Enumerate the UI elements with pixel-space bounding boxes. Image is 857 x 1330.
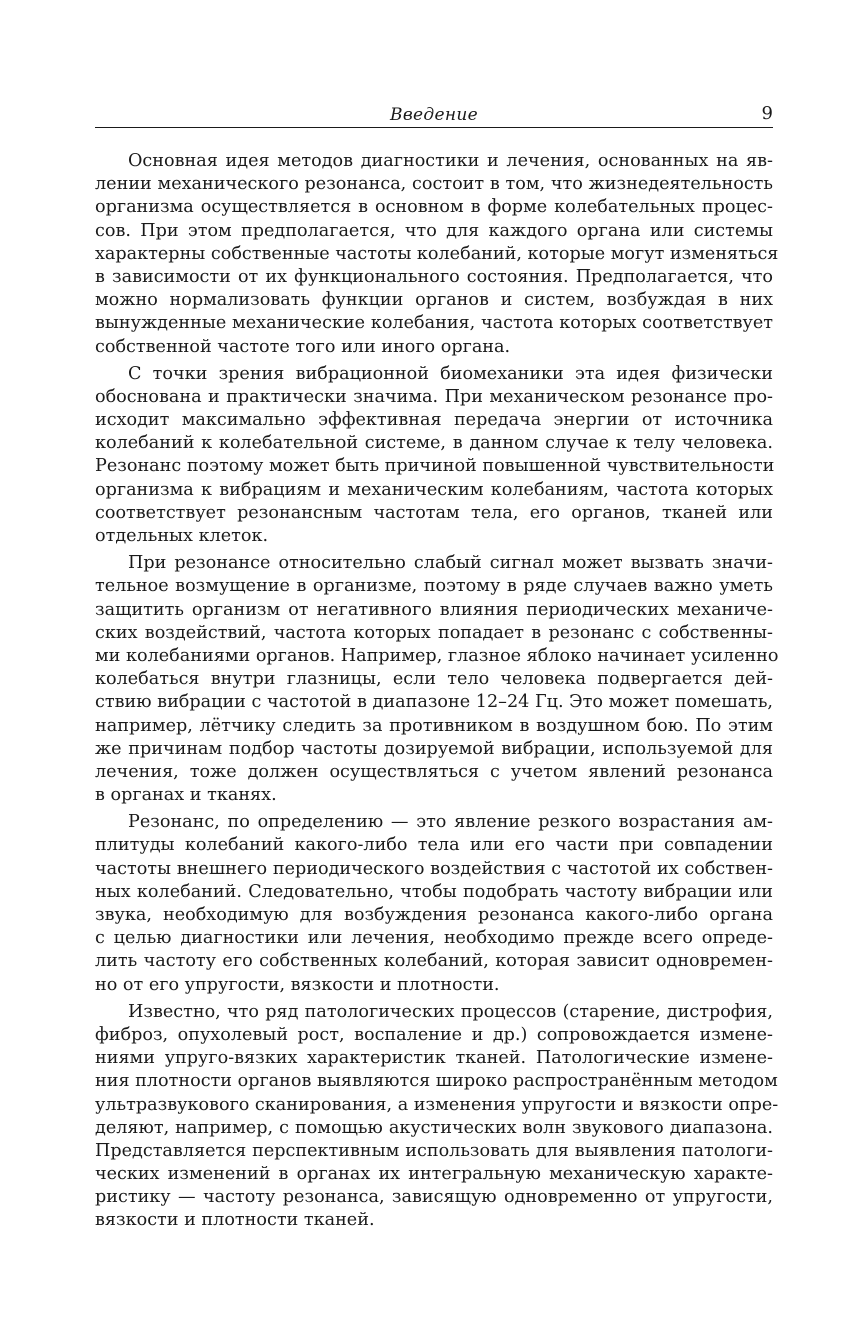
text-line: лечения, тоже должен осуществляться с учетом явлений резонанса: [95, 761, 773, 782]
text-line: ми колебаниями органов. Например, глазное яблоко начинает усиленно: [95, 645, 779, 666]
text-line: с целью диагностики или лечения, необходимо прежде всего опреде-: [95, 928, 773, 949]
text-line: в органах и тканях.: [95, 785, 277, 806]
text-line: Известно, что ряд патологических процессов (старение, дистрофия,: [128, 1001, 773, 1022]
text-line: характерны собственные частоты колебаний, которые могут изменяться: [95, 243, 779, 264]
text-line: колебаний к колебательной системе, в данном случае к телу человека.: [95, 433, 773, 454]
text-line: Основная идея методов диагностики и лечения, основанных на яв-: [128, 151, 773, 171]
text-line: же причинам подбор частоты дозируемой вибрации, используемой для: [95, 738, 773, 759]
text-line: обоснована и практически значима. При механическом резонансе про-: [95, 386, 773, 407]
paragraph: [95, 811, 773, 997]
text-line: вынужденные механические колебания, частота которых соответствует: [95, 313, 773, 334]
running-head: [95, 103, 773, 128]
paragraph: [95, 150, 779, 359]
page-number: 9: [761, 103, 773, 124]
text-line: организма осуществляется в основном в форме колебательных процес-: [95, 197, 773, 218]
body-text: [95, 150, 779, 1237]
text-line: плитуды колебаний какого-либо тела или его части при совпадении: [95, 835, 773, 856]
text-line: частоты внешнего периодического воздействия с частотой их собствен-: [95, 858, 773, 879]
text-line: организма к вибрациям и механическим колебаниям, частота которых: [95, 479, 773, 500]
text-line: ния плотности органов выявляются широко распространённым методом: [95, 1071, 778, 1092]
text-line: ниями упруго-вязких характеристик тканей. Патологические измене-: [95, 1048, 773, 1069]
paragraph: [95, 363, 773, 549]
text-line: можно нормализовать функции органов и систем, возбуждая в них: [95, 290, 773, 311]
text-line: При резонансе относительно слабый сигнал может вызвать значи-: [128, 553, 773, 574]
text-line: ческих изменений в органах их интегральную механическую характе-: [95, 1164, 773, 1185]
text-line: сов. При этом предполагается, что для каждого органа или системы: [95, 220, 773, 241]
text-line: Резонанс поэтому может быть причиной повышенной чувствительности: [95, 456, 775, 477]
text-line: лении механического резонанса, состоит в том, что жизнедеятельность: [95, 174, 773, 195]
text-line: в зависимости от их функционального состояния. Предполагается, что: [95, 266, 773, 287]
text-line: С точки зрения вибрационной биомеханики эта идея физически: [128, 363, 773, 384]
text-line: ных колебаний. Следовательно, чтобы подобрать частоту вибрации или: [95, 881, 773, 902]
text-line: лить частоту его собственных колебаний, которая зависит одновремен-: [95, 951, 773, 972]
text-line: звука, необходимую для возбуждения резонанса какого-либо органа: [95, 905, 773, 925]
text-line: но от его упругости, вязкости и плотности.: [95, 974, 500, 995]
text-line: фиброз, опухолевый рост, воспаление и др.) сопровождается измене-: [95, 1024, 773, 1045]
text-line: колебаться внутри глазницы, если тело человека подвергается дей-: [95, 669, 773, 690]
text-line: ультразвукового сканирования, а изменения упругости и вязкости опре-: [95, 1094, 779, 1115]
text-line: деляют, например, с помощью акустических волн звукового диапазона.: [95, 1117, 773, 1138]
text-line: тельное возмущение в организме, поэтому в ряде случаев важно уметь: [95, 576, 773, 597]
text-line: отдельных клеток.: [95, 526, 269, 546]
text-line: ских воздействий, частота которых попадает в резонанс с собственны-: [95, 622, 773, 643]
text-line: защитить организм от негативного влияния периодических механиче-: [95, 599, 773, 620]
text-line: собственной частоте того или иного органа.: [95, 336, 511, 357]
paragraph: [95, 552, 779, 807]
text-line: исходит максимально эффективная передача энергии от источника: [95, 410, 773, 431]
text-line: Резонанс, по определению — это явление резкого возрастания ам-: [128, 812, 773, 833]
running-title: Введение: [390, 105, 478, 125]
text-line: например, лётчику следить за противником в воздушном бою. По этим: [95, 715, 773, 736]
paragraph: [95, 1001, 779, 1233]
text-line: Представляется перспективным использовать для выявления патологи-: [95, 1140, 773, 1161]
text-line: ристику — частоту резонанса, зависящую одновременно от упругости,: [95, 1187, 773, 1208]
text-line: ствию вибрации с частотой в диапазоне 12–24 Гц. Это может помешать,: [95, 692, 773, 713]
text-line: вязкости и плотности тканей.: [95, 1210, 375, 1231]
text-line: соответствует резонансным частотам тела, его органов, тканей или: [95, 502, 773, 523]
